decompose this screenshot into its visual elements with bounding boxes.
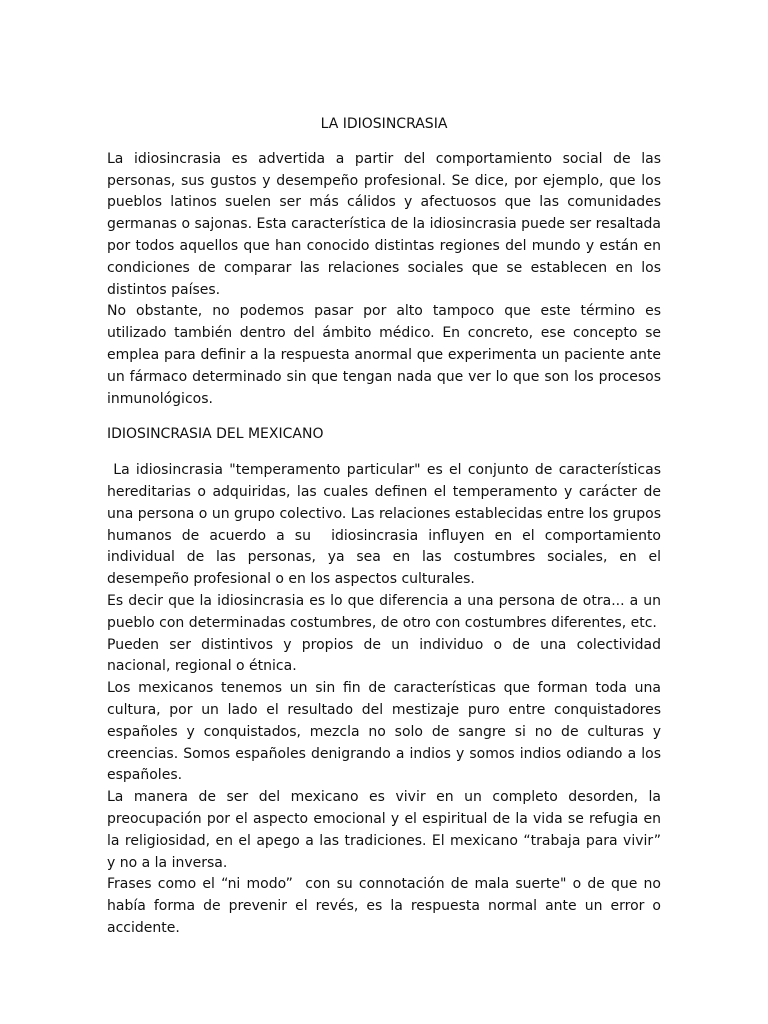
document-title: LA IDIOSINCRASIA [320,116,448,132]
section-paragraph-1: La idiosincrasia "temperamento particular" es el conjunto de características hereditarias o adquiridas, las cuales definen el temperamento y carácter de una persona o un grupo colectivo. Las relaciones establecidas entre los grupos humanos de acuerdo a su idiosincrasia influyen en el comportamiento individual de las personas, ya sea en las costumbres sociales, en el desempeño profesional o en los aspectos culturales. [107,462,666,588]
section-paragraph-6: Frases como el “ni modo” con su connotación de mala suerte" o de que no había forma de prevenir el revés, es la respuesta normal ante un error o accidente. [107,876,666,936]
intro-paragraph-1: La idiosincrasia es advertida a partir del comportamiento social de las personas, sus gustos y desempeño profesional. Se dice, por ejemplo, que los pueblos latinos suelen ser más cálidos y afectuosos que las comunidades germanas o sajonas. Esta característica de la idiosincrasia puede ser resaltada por todos aquellos que han conocido distintas regiones del mundo y están en condiciones de comparar las relaciones sociales que se establecen en los distintos países. [107,150,666,298]
intro-paragraph-2: No obstante, no podemos pasar por alto tampoco que este término es utilizado también dentro del ámbito médico. En concreto, ese concepto se emplea para definir a la respuesta anormal que experimenta un paciente ante un fármaco determinado sin que tengan nada que ver lo que son los procesos inmunológicos. [107,303,666,407]
section-paragraph-3: Pueden ser distintivos y propios de un individuo o de una colectividad nacional, regional o étnica. [107,636,666,675]
section-paragraph-4: Los mexicanos tenemos un sin fin de características que forman toda una cultura, por un lado el resultado del mestizaje puro entre conquistadores españoles y conquistados, mezcla no solo de sangre si no de culturas y creencias. Somos españoles denigrando a indios y somos indios odiando a los españoles. [107,680,666,784]
document-body [107,114,666,940]
section-paragraph-2: Es decir que la idiosincrasia es lo que diferencia a una persona de otra... a un pueblo con determinadas costumbres, de otro con costumbres diferentes, etc. [107,592,666,631]
section-heading: IDIOSINCRASIA DEL MEXICANO [107,426,324,443]
section-paragraph-5: La manera de ser del mexicano es vivir en un completo desorden, la preocupación por el aspecto emocional y el espiritual de la vida se refugia en la religiosidad, en el apego a las tradiciones. El mexicano “trabaja para vivir” y no a la inversa. [107,789,666,871]
